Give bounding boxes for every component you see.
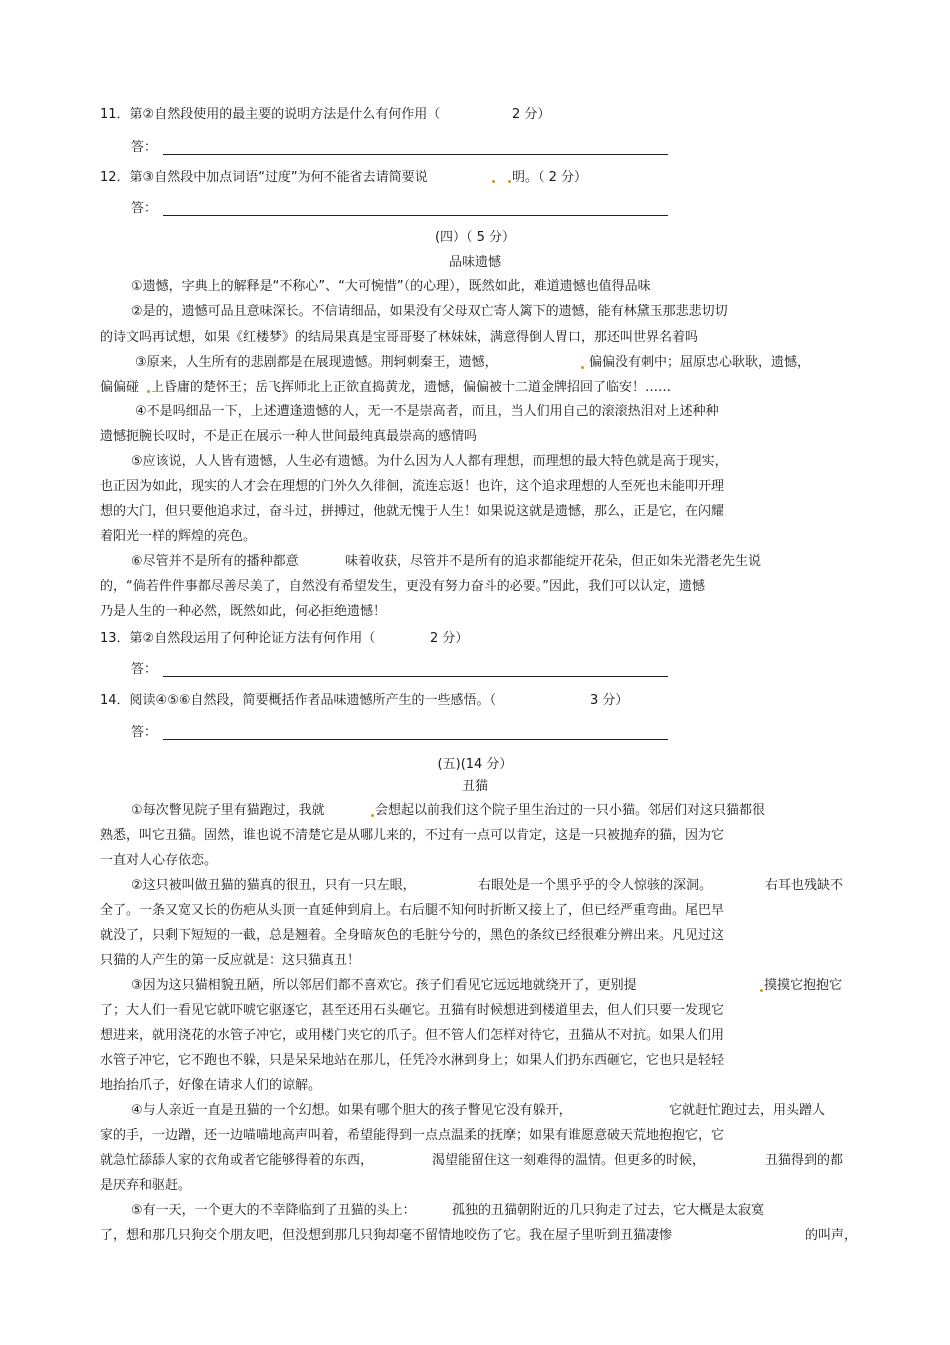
answer-label: 答： (131, 201, 158, 216)
paragraph-line: 味着收获，尽管并不是所有的追求都能绽开花朵，但正如朱光潜老先生说 (345, 554, 762, 569)
answer-label: 答： (131, 140, 158, 155)
section-4-title: 品味遗憾 (448, 255, 501, 270)
question-11-score: 2 分） (512, 107, 551, 122)
paragraph-line: 遗憾扼腕长叹时，不是正在展示一种人世间最纯真最崇高的感情吗 (100, 429, 478, 444)
question-11: 11．第②自然段使用的最主要的说明方法是什么有何作用（ (100, 107, 441, 122)
paragraph-line: 会想起以前我们这个院子里生治过的一只小猫。邻居们对这只猫都很 (375, 803, 766, 818)
question-14: 14．阅读④⑤⑥自然段，简要概括作者品味遗憾所产生的一些感悟。（ (100, 693, 497, 708)
emphasis-dot (371, 814, 374, 817)
emphasis-dot (147, 390, 150, 393)
paragraph-line: 的，“倘若件件事都尽善尽美了，自然没有希望发生，更没有努力奋斗的必要。”因此，我们可以认定，遗憾 (100, 579, 705, 594)
paragraph-line: 丑猫得到的都 (765, 1153, 844, 1168)
section-5-title: 丑猫 (461, 779, 488, 794)
paragraph-line: 的叫声， (805, 1228, 858, 1243)
paragraph-line: 它就赶忙跑过去，用头蹭人 (669, 1103, 826, 1118)
answer-line[interactable] (163, 215, 668, 216)
paragraph-line: 乃是人生的一种必然，既然如此，何必拒绝遗憾！ (100, 604, 387, 619)
paragraph-line: ③原来，人生所有的悲剧都是在展现遗憾。荆轲刺秦王，遗憾， (135, 355, 498, 370)
paragraph-line: 着阳光一样的辉煌的亮色。 (100, 529, 257, 544)
answer-line[interactable] (163, 154, 668, 155)
emphasis-dot (492, 180, 495, 183)
paragraph-line: 右耳也残缺不 (765, 878, 844, 893)
paragraph-line: 的诗文吗再试想，如果《红楼梦》的结局果真是宝哥哥娶了林妹妹，满意得倒人胃口，那还叫世界名着吗 (100, 330, 699, 345)
paragraph-line: 也正因为如此，现实的人才会在理想的门外久久徘徊，流连忘返！也许，这个追求理想的人至死也未能叩开理 (100, 479, 725, 494)
paragraph-line: 了；大人们一看见它就吓唬它驱逐它，甚至还用石头砸它。丑猫有时候想进到楼道里去，但人们只要一发现它 (100, 1003, 725, 1018)
paragraph-line: 偏偏没有刺中；屈原忠心耿耿，遗憾， (589, 355, 811, 370)
paragraph-line: 地抬抬爪子，好像在请求人们的谅解。 (100, 1078, 322, 1093)
paragraph-line: 是厌弃和驱赶。 (100, 1178, 192, 1193)
emphasis-dot (581, 366, 584, 369)
paragraph-line: ⑥尽管并不是所有的播种都意 (131, 554, 299, 569)
paragraph-line: 一直对人心存依恋。 (100, 853, 218, 868)
paragraph-line: ③因为这只猫相貌丑陋，所以邻居们都不喜欢它。孩子们看见它远远地就绕开了，更别提 (131, 978, 637, 993)
answer-label: 答： (131, 662, 158, 677)
paragraph-line: 右眼处是一个黑乎乎的令人惊骇的深洞。 (478, 878, 713, 893)
answer-line[interactable] (163, 676, 668, 677)
paragraph-line: 摸摸它抱抱它 (764, 978, 843, 993)
section-5-heading: (五)(14 分） (437, 757, 513, 772)
question-13: 13．第②自然段运用了何种论证方法有何作用（ (100, 631, 376, 646)
paragraph-line: 只猫的人产生的第一反应就是：这只猫真丑！ (100, 953, 361, 968)
paragraph-line: 全了。一条又宽又长的伤疤从头顶一直延伸到肩上。右后腿不知何时折断又接上了，但已经严重弯曲。尾巴早 (100, 903, 725, 918)
question-14-score: 3 分） (590, 693, 629, 708)
paragraph-line: 熟悉，叫它丑猫。固然，谁也说不清楚它是从哪儿来的，不过有一点可以肯定，这是一只被抛弃的猫，因为它 (100, 828, 725, 843)
paragraph-line: ⑤应该说，人人皆有遗憾，人生必有遗憾。为什么因为人人都有理想，而理想的最大特色就是高于现实， (131, 454, 728, 469)
question-12-score: 明。（ 2 分） (512, 170, 588, 185)
answer-line[interactable] (163, 739, 668, 740)
paragraph-line: 孤独的丑猫朝附近的几只狗走了过去，它大概是太寂寞 (452, 1203, 765, 1218)
paragraph-line: ②这只被叫做丑猫的猫真的很丑，只有一只左眼， (131, 878, 416, 893)
paragraph-line: ①每次瞥见院子里有猫跑过，我就 (131, 803, 325, 818)
paragraph-line: 就没了，只剩下短短的一截，总是翘着。全身暗灰色的毛脏兮兮的，黑色的条纹已经很难分辨出来。凡见过这 (100, 928, 725, 943)
paragraph-line: ①遗憾，字典上的解释是“不称心”、“大可惋惜”（的心理），既然如此，难道遗憾也值得品味 (131, 279, 651, 294)
emphasis-dot (760, 989, 763, 992)
paragraph-line: 水管子冲它，它不跑也不躲，只是呆呆地站在那儿，任凭冷水淋到身上；如果人们扔东西砸它，它也只是轻轻 (100, 1053, 725, 1068)
paragraph-line: 偏偏碰 (100, 380, 140, 395)
paragraph-line: 家的手，一边蹭，还一边喵喵地高声叫着，希望能得到一点点温柔的抚摩；如果有谁愿意破天荒地抱抱它，它 (100, 1128, 725, 1143)
answer-label: 答： (131, 725, 158, 740)
paragraph-line: 想的大门，但只要他追求过，奋斗过，拼搏过，他就无愧于人生！如果说这就是遗憾，那么，正是它，在闪耀 (100, 504, 725, 519)
paragraph-line: 渴望能留住这一刻难得的温情。但更多的时候， (432, 1153, 706, 1168)
paragraph-line: 想进来，就用浇花的水管子冲它，或用楼门夹它的爪子。但不管人们怎样对待它，丑猫从不对抗。如果人们用 (100, 1028, 725, 1043)
question-12: 12．第③自然段中加点词语“过度”为何不能省去请简要说 (100, 170, 428, 185)
paragraph-line: ④与人亲近一直是丑猫的一个幻想。如果有哪个胆大的孩子瞥见它没有躲开， (131, 1103, 572, 1118)
section-4-heading: (四）（ 5 分） (434, 230, 516, 245)
paragraph-line: ⑤有一天，一个更大的不幸降临到了丑猫的头上： (131, 1203, 416, 1218)
paragraph-line: ②是的，遗憾可品且意味深长。不信请细品，如果没有父母双亡寄人篱下的遗憾，能有林黛玉那悲悲切切 (131, 304, 728, 319)
paragraph-line: 就急忙舔舔人家的衣角或者它能够得着的东西， (100, 1153, 374, 1168)
paragraph-line: 了，想和那几只狗交个朋友吧，但没想到那几只狗却毫不留情地咬伤了它。我在屋子里听到丑猫凄惨 (100, 1228, 673, 1243)
question-13-score: 2 分） (430, 631, 469, 646)
paragraph-line: 上昏庸的楚怀王；岳飞挥师北上正欲直捣黄龙，遗憾，偏偏被十二道金牌招回了临安！…… (151, 380, 672, 395)
paragraph-line: ④不是吗细品一下，上述遭逢遗憾的人，无一不是崇高者，而且，当人们用自己的滚滚热泪对上述种种 (135, 404, 719, 419)
emphasis-dot (508, 180, 511, 183)
